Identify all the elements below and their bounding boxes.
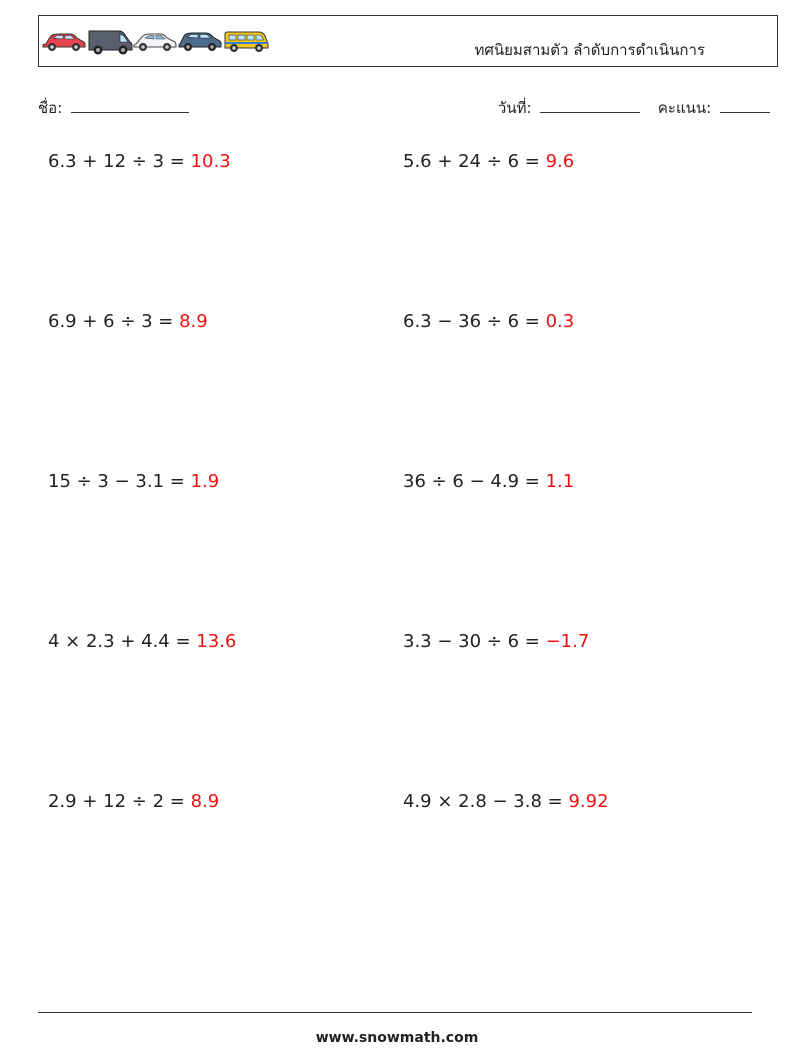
problem-5 [48,471,219,492]
problem-6 [403,471,574,492]
header-box [38,15,778,67]
name-label: ชื่อ: [38,99,63,117]
problem-expression: 2.9 + 12 ÷ 2 = [48,791,191,812]
problem-answer: 13.6 [196,631,237,652]
problem-expression: 6.3 − 36 ÷ 6 = [403,311,546,332]
blue-car-icon [178,28,222,54]
problem-3 [48,311,208,332]
date-blank[interactable] [540,98,640,113]
problem-answer: 8.9 [179,311,208,332]
problem-answer: 1.9 [190,471,220,492]
white-car-icon [133,28,177,54]
worksheet-title: ทศนิยมสามตัว ลำดับการดำเนินการ [474,41,705,59]
problem-7 [48,631,236,652]
problem-expression: 15 ÷ 3 − 3.1 = [48,471,191,492]
problem-1 [48,151,231,172]
problem-answer: 10.3 [190,151,231,172]
problem-answer: −1.7 [545,631,590,652]
footer-divider [38,1012,752,1013]
footer-website[interactable]: www.snowmath.com [315,1030,479,1046]
date-label: วันที่: [497,99,532,117]
name-field [38,96,189,120]
name-blank[interactable] [71,98,189,113]
problem-answer: 0.3 [545,311,575,332]
problem-answer: 1.1 [545,471,575,492]
yellow-minibus-icon [223,28,269,54]
problem-answer: 8.9 [190,791,220,812]
problem-2 [403,151,574,172]
problem-expression: 6.9 + 6 ÷ 3 = [48,311,180,332]
gray-van-icon [87,28,133,56]
problem-8 [403,631,589,652]
problem-expression: 5.6 + 24 ÷ 6 = [403,151,546,172]
problem-4 [403,311,574,332]
problem-10 [403,791,609,812]
problem-expression: 6.3 + 12 ÷ 3 = [48,151,191,172]
problem-expression: 4.9 × 2.8 − 3.8 = [403,791,569,812]
problem-expression: 4 × 2.3 + 4.4 = [48,631,197,652]
date-score-fields [498,96,770,120]
red-car-icon [42,28,86,54]
problem-answer: 9.92 [568,791,609,812]
problem-expression: 3.3 − 30 ÷ 6 = [403,631,546,652]
score-blank[interactable] [720,98,770,113]
problem-answer: 9.6 [545,151,575,172]
score-label: คะแนน: [657,99,712,117]
problem-9 [48,791,219,812]
problem-expression: 36 ÷ 6 − 4.9 = [403,471,546,492]
